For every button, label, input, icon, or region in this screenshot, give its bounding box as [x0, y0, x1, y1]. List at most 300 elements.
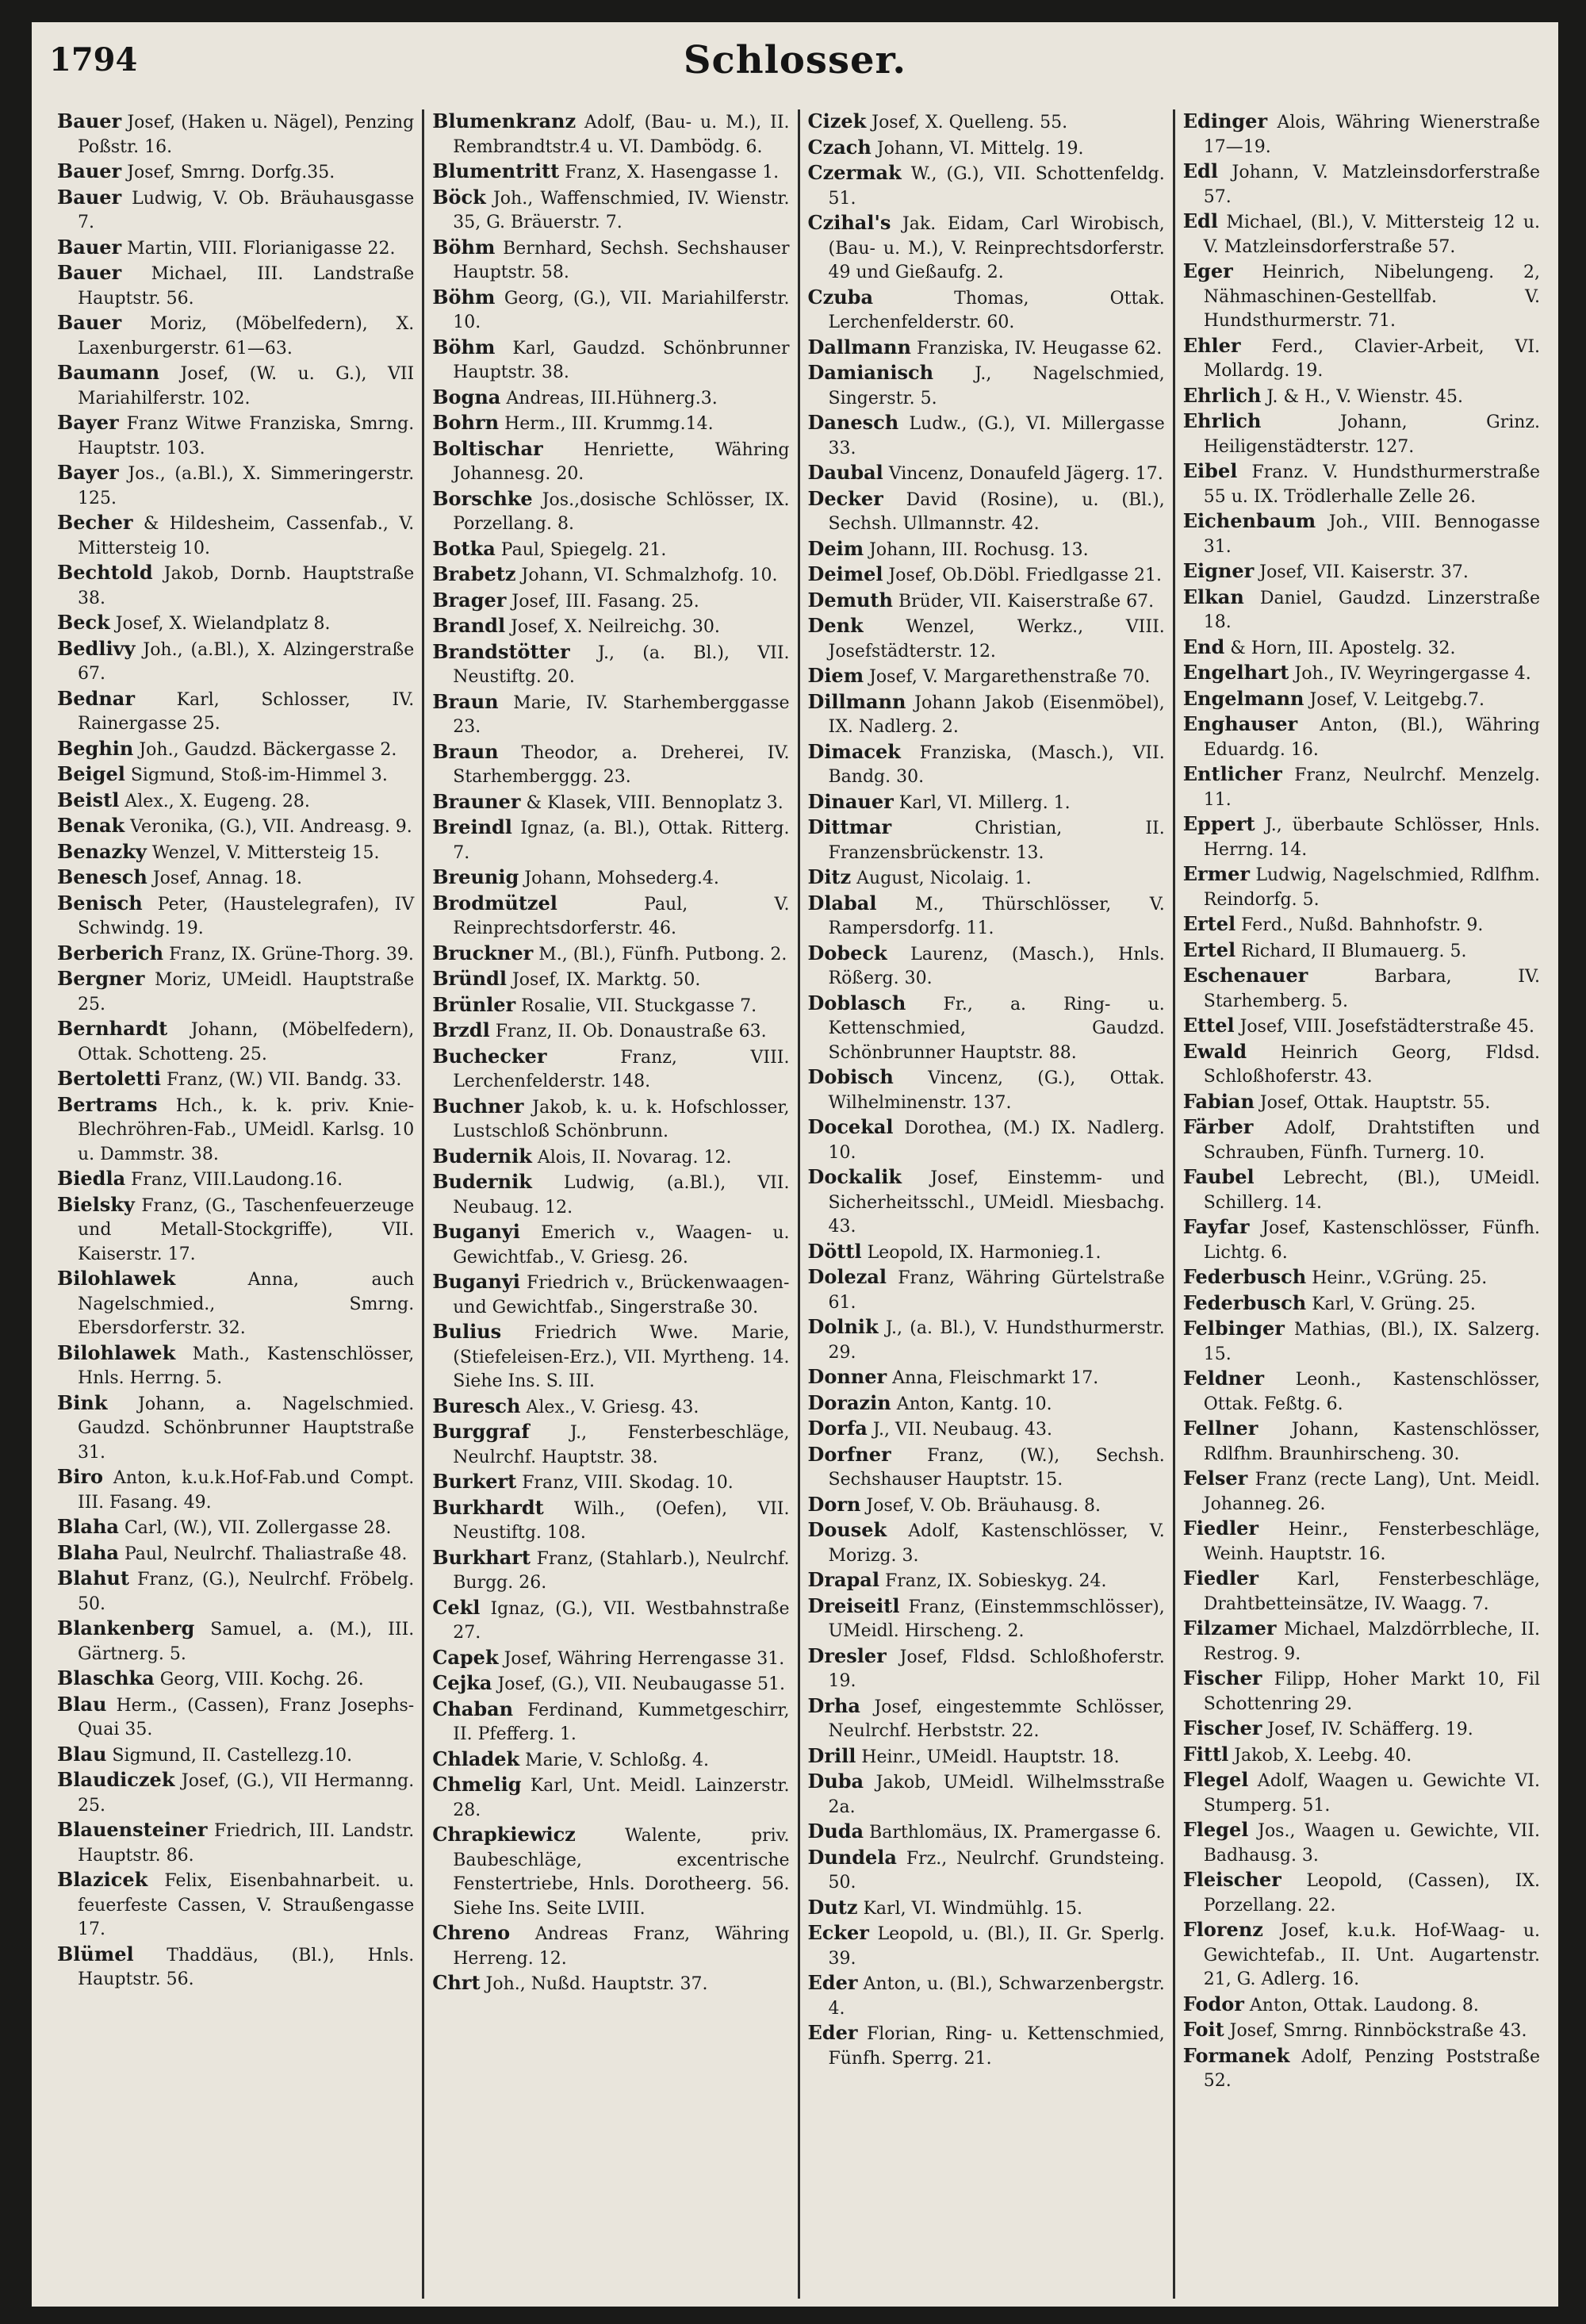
- directory-entry: [1183, 1291, 1540, 1317]
- directory-entry: [432, 614, 789, 640]
- entry-details: Alois, II. Novarag. 12.: [531, 1147, 732, 1168]
- entry-name: Burkhart: [432, 1545, 531, 1569]
- entry-details: Franz, (W.), Sechsh. Sechshauser Hauptstr. 15.: [828, 1445, 1165, 1490]
- directory-entry: [57, 1267, 414, 1341]
- directory-entry: [432, 562, 789, 589]
- column-4: [1173, 109, 1548, 2299]
- entry-details: Johann, III. Rochusg. 13.: [864, 539, 1089, 560]
- entry-name: Färber: [1182, 1115, 1254, 1138]
- entry-details: Jos., Waagen u. Gewichte, VII. Badhausg. 3.: [1203, 1821, 1540, 1866]
- entry-details: Wenzel, V. Mittersteig 15.: [146, 842, 380, 863]
- entry-details: Alois, Währing Wienerstraße 17—19.: [1203, 113, 1540, 157]
- entry-details: Marie, V. Schloßg. 4.: [519, 1750, 709, 1770]
- directory-entry: [57, 788, 414, 815]
- entry-details: August, Nicolaig. 1.: [851, 869, 1032, 888]
- directory-entry: [57, 1567, 414, 1616]
- directory-entry: [432, 1320, 789, 1394]
- entry-details: Josef, V. Ob. Bräuhausg. 8.: [860, 1495, 1101, 1516]
- directory-entry: [57, 1465, 414, 1515]
- entry-details: Barbara, IV. Starhemberg. 5.: [1203, 967, 1540, 1011]
- directory-entry: [432, 186, 789, 236]
- entry-details: Josef, eingestemmte Schlösser, Neulrchf. Herbststr. 22.: [828, 1697, 1165, 1741]
- entry-details: Bernhard, Sechsh. Sechshauser Hauptstr. 58.: [453, 238, 790, 282]
- directory-entry: [432, 815, 789, 865]
- entry-details: Heinrich Georg, Fldsd. Schloßhoferstr. 43.: [1203, 1042, 1540, 1087]
- entry-name: Beghin: [57, 736, 134, 760]
- entry-name: Blahut: [57, 1567, 129, 1590]
- entry-details: Franz, IX. Grüne-Thorg. 39.: [163, 944, 414, 964]
- entry-details: Franziska, IV. Heugasse 62.: [910, 338, 1163, 359]
- page-title: Schlosser.: [683, 38, 907, 82]
- directory-entry: [808, 286, 1165, 336]
- directory-entry: [57, 561, 414, 611]
- directory-entry: [808, 562, 1165, 589]
- entry-details: Ludwig, (a.Bl.), VII. Neubaug. 12.: [453, 1173, 790, 1218]
- directory-entry: [808, 1644, 1165, 1694]
- entry-name: Buchecker: [432, 1044, 547, 1068]
- entry-name: Dobisch: [807, 1065, 894, 1088]
- entry-name: Danesch: [807, 411, 899, 434]
- entry-name: Dobeck: [807, 941, 887, 964]
- entry-details: Alex., X. Eugeng. 28.: [119, 791, 310, 811]
- entry-name: Daubal: [807, 461, 883, 484]
- directory-entry: [432, 640, 789, 690]
- entry-name: Burggraf: [432, 1420, 530, 1443]
- entry-details: Josef, Smrng. Dorfg.35.: [121, 163, 335, 182]
- directory-entry: [432, 1270, 789, 1320]
- entry-name: Budernik: [432, 1170, 532, 1193]
- entry-details: Franz, VIII. Skodag. 10.: [516, 1473, 734, 1493]
- directory-entry: [57, 261, 414, 311]
- entry-details: Joh., IV. Weyringergasse 4.: [1289, 664, 1531, 684]
- directory-entry: [57, 1167, 414, 1193]
- entry-name: Fischer: [1182, 1716, 1262, 1739]
- directory-entry: [57, 1942, 414, 1992]
- entry-name: Berberich: [57, 941, 164, 964]
- entry-name: Doblasch: [807, 991, 906, 1014]
- directory-entry: [1183, 1265, 1540, 1291]
- entry-details: Josef, Smrng. Rinnböckstraße 43.: [1224, 2021, 1527, 2041]
- entry-name: Benisch: [57, 891, 143, 915]
- entry-details: Franz, (W.) VII. Bandg. 33.: [160, 1070, 402, 1090]
- directory-entry: [1183, 964, 1540, 1014]
- directory-entry: [432, 109, 789, 159]
- directory-entry: [432, 1095, 789, 1145]
- directory-entry: [432, 1546, 789, 1596]
- entry-name: Benak: [57, 814, 125, 837]
- entry-details: Georg, (G.), VII. Mariahilferstr. 10.: [453, 288, 790, 332]
- entry-name: Czihal's: [807, 211, 891, 234]
- entry-details: & Klasek, VIII. Bennoplatz 3.: [520, 792, 783, 813]
- directory-entry: [1183, 259, 1540, 334]
- entry-name: Czuba: [807, 285, 874, 309]
- entry-details: Anton, u. (Bl.), Schwarzenbergstr. 4.: [828, 1974, 1165, 2019]
- entry-details: Josef, Währing Herrengasse 31.: [498, 1648, 785, 1669]
- entry-name: Boltischar: [432, 436, 543, 460]
- entry-name: Damianisch: [807, 361, 934, 384]
- directory-entry: [808, 1971, 1165, 2021]
- directory-entry: [1183, 2044, 1540, 2094]
- directory-entry: [432, 1971, 789, 1997]
- directory-entry: [808, 211, 1165, 286]
- directory-entry: [1183, 1768, 1540, 1818]
- entry-details: Josef, (W. u. G.), VII Mariahilferstr. 102.: [78, 364, 415, 408]
- entry-details: Florian, Ring- u. Kettenschmied, Fünfh. Sperrg. 21.: [828, 2024, 1165, 2069]
- entry-details: Ignaz, (a. Bl.), Ottak. Ritterg. 7.: [453, 819, 790, 863]
- entry-details: Joh., (a.Bl.), X. Alzingerstraße 67.: [78, 639, 415, 684]
- entry-details: J., Fensterbeschläge, Neulrchf. Hauptstr. 38.: [453, 1423, 790, 1467]
- entry-name: Fellner: [1182, 1417, 1258, 1440]
- entry-name: Dolezal: [807, 1265, 887, 1288]
- entry-name: Federbusch: [1182, 1290, 1307, 1314]
- entry-name: Diem: [807, 664, 864, 687]
- entry-name: Blaschka: [57, 1666, 155, 1689]
- entry-details: Josef, Fldsd. Schloßhoferstr. 19.: [828, 1647, 1165, 1691]
- entry-details: J., (a. Bl.), VII. Neustiftg. 20.: [453, 642, 790, 687]
- directory-entry: [808, 1820, 1165, 1846]
- entry-details: Mathias, (Bl.), IX. Salzerg. 15.: [1203, 1320, 1540, 1364]
- entry-details: M., Thürschlösser, V. Rampersdorfg. 11.: [828, 894, 1165, 938]
- directory-entry: [808, 1770, 1165, 1820]
- entry-name: Ewald: [1182, 1039, 1247, 1063]
- entry-details: Johann, a. Nagelschmied. Gaudzd. Schönbrunner Hauptstraße 31.: [78, 1394, 415, 1463]
- directory-entry: [808, 740, 1165, 790]
- entry-name: Fiedler: [1182, 1567, 1258, 1590]
- entry-details: Franz, X. Hasengasse 1.: [559, 163, 780, 182]
- directory-entry: [57, 1541, 414, 1567]
- entry-name: Buganyi: [432, 1220, 520, 1243]
- entry-details: Heinr., V.Grüng. 25.: [1306, 1268, 1488, 1288]
- directory-entry: [57, 1391, 414, 1466]
- directory-entry: [432, 159, 789, 186]
- entry-name: Blumenkranz: [432, 109, 577, 132]
- entry-name: Denk: [807, 614, 864, 637]
- entry-details: M., (Bl.), Fünfh. Putbong. 2.: [533, 944, 787, 964]
- directory-entry: [1183, 1716, 1540, 1743]
- entry-details: Joh., VIII. Bennogasse 31.: [1203, 512, 1540, 557]
- entry-name: Eder: [807, 1971, 858, 1994]
- entry-details: Heinrich, Nibelungeng. 2, Nähmaschinen-Gestellfab. V. Hundsthurmerstr. 71.: [1203, 263, 1540, 331]
- directory-entry: [1183, 1868, 1540, 1918]
- entry-details: Josef, VII. Kaiserstr. 37.: [1254, 562, 1469, 582]
- entry-details: Josef, Ob.Döbl. Friedlgasse 21.: [883, 566, 1163, 585]
- entry-name: Dockalik: [807, 1165, 902, 1188]
- entry-details: Math., Kastenschlösser, Hnls. Herrng. 5.: [78, 1344, 415, 1388]
- directory-entry: [1183, 159, 1540, 209]
- entry-details: & Hildesheim, Cassenfab., V. Mittersteig 10.: [78, 514, 415, 558]
- directory-entry: [808, 1065, 1165, 1115]
- entry-details: Adolf, Drahtstiften und Schrauben, Fünfh. Turnerg. 10.: [1203, 1118, 1540, 1163]
- directory-entry: [808, 589, 1165, 615]
- entry-name: Bründl: [432, 967, 507, 990]
- entry-name: Böhm: [432, 335, 496, 359]
- directory-entry: [808, 1493, 1165, 1519]
- entry-details: Jakob, UMeidl. Wilhelmsstraße 2a.: [828, 1773, 1165, 1817]
- directory-entry: [432, 236, 789, 286]
- directory-entry: [57, 814, 414, 840]
- entry-name: Eibel: [1182, 459, 1238, 482]
- directory-entry: [808, 1594, 1165, 1644]
- directory-entry: [1183, 938, 1540, 964]
- directory-entry: [808, 1896, 1165, 1922]
- entry-name: Blauensteiner: [57, 1818, 208, 1841]
- entry-name: Baumann: [57, 361, 160, 384]
- entry-name: Deim: [807, 536, 864, 560]
- entry-name: Bergner: [57, 967, 145, 990]
- directory-entry: [432, 385, 789, 412]
- directory-entry: [432, 1823, 789, 1921]
- entry-name: Blaudiczek: [57, 1768, 175, 1791]
- entry-details: Johann, Grinz. Heiligenstädterstr. 127.: [1203, 412, 1540, 457]
- directory-entry: [1183, 2018, 1540, 2044]
- entry-name: Bink: [57, 1390, 108, 1414]
- entry-name: Fittl: [1182, 1742, 1229, 1766]
- directory-entry: [808, 892, 1165, 941]
- entry-name: Bayer: [57, 411, 119, 434]
- directory-entry: [808, 1568, 1165, 1594]
- entry-name: Federbusch: [1182, 1265, 1307, 1288]
- entry-name: Elkan: [1182, 585, 1244, 608]
- directory-entry: [432, 1773, 789, 1823]
- directory-entry: [57, 687, 414, 737]
- directory-page: [32, 22, 1558, 2307]
- entry-details: Johann, Mohsederg.4.: [519, 869, 719, 888]
- entry-name: Dimacek: [807, 739, 901, 763]
- entry-details: Franz, IX. Sobieskyg. 24.: [879, 1571, 1107, 1591]
- entry-details: Jos., (a.Bl.), X. Simmeringerstr. 125.: [78, 464, 415, 508]
- entry-details: J., Nagelschmied, Singerstr. 5.: [828, 364, 1165, 408]
- entry-details: Emerich v., Waagen- u. Gewichtfab., V. Griesg. 26.: [453, 1223, 790, 1267]
- entry-name: Bauer: [57, 311, 122, 334]
- entry-name: Blau: [57, 1692, 107, 1716]
- entry-details: Herm., (Cassen), Franz Josephs-Quai 35.: [78, 1695, 415, 1739]
- entry-name: Blau: [57, 1742, 107, 1766]
- entry-details: Josef, (G.), VII Hermanng. 25.: [78, 1771, 415, 1816]
- entry-name: Bechtold: [57, 561, 153, 584]
- entry-name: Brandl: [432, 614, 506, 637]
- directory-entry: [57, 1193, 414, 1267]
- entry-name: Dutz: [807, 1895, 858, 1919]
- directory-entry: [57, 892, 414, 941]
- entry-name: Blümel: [57, 1942, 134, 1965]
- directory-entry: [432, 1671, 789, 1697]
- entry-name: Ermer: [1182, 862, 1250, 885]
- directory-entry: [1183, 635, 1540, 662]
- directory-entry: [808, 1391, 1165, 1417]
- entry-name: Eichenbaum: [1182, 509, 1316, 532]
- entry-name: Bedlivy: [57, 636, 136, 660]
- entry-name: Braun: [432, 689, 499, 713]
- directory-entry: [57, 511, 414, 561]
- entry-details: Karl, VI. Windmühlg. 15.: [857, 1898, 1082, 1919]
- entry-details: Anton, Ottak. Laudong. 8.: [1243, 1995, 1479, 2015]
- directory-entry: [432, 1496, 789, 1546]
- entry-name: Becher: [57, 511, 133, 534]
- entry-name: Dundela: [807, 1845, 897, 1869]
- entry-details: Rosalie, VII. Stuckgasse 7.: [515, 995, 757, 1016]
- entry-name: Breindl: [432, 815, 512, 838]
- entry-name: Foit: [1182, 2018, 1224, 2041]
- entry-details: Thomas, Ottak. Lerchenfelderstr. 60.: [828, 288, 1165, 332]
- entry-details: Andreas Franz, Währing Herreng. 12.: [453, 1924, 790, 1969]
- directory-entry: [57, 967, 414, 1017]
- directory-entry: [1183, 1517, 1540, 1567]
- directory-entry: [1183, 712, 1540, 762]
- entry-name: Dorfa: [807, 1417, 868, 1440]
- entry-details: Josef, (G.), VII. Neubaugasse 51.: [492, 1674, 785, 1694]
- directory-entry: [57, 941, 414, 968]
- directory-entry: [57, 1093, 414, 1168]
- entry-details: Christian, II. Franzensbrückenstr. 13.: [828, 819, 1165, 863]
- directory-entry: [57, 1616, 414, 1666]
- entry-name: Florenz: [1182, 1918, 1263, 1941]
- entry-name: Ertel: [1182, 938, 1236, 961]
- entry-details: Walente, priv. Baubeschläge, excentrische Fenstertriebe, Hnls. Dorotheerg. 56. Siehe Ins. Seite LVIII.: [453, 1826, 790, 1919]
- directory-entry: [432, 487, 789, 537]
- entry-details: Vincenz, (G.), Ottak. Wilhelminenstr. 137.: [828, 1068, 1165, 1113]
- entry-details: Friedrich, III. Landstr. Hauptstr. 86.: [78, 1821, 415, 1866]
- entry-details: Ferdinand, Kummetgeschirr, II. Pfefferg. 1.: [453, 1700, 790, 1744]
- directory-entry: [432, 690, 789, 740]
- directory-entry: [1183, 1165, 1540, 1215]
- entry-details: Michael, Malzdörrbleche, II. Restrog. 9.: [1203, 1620, 1540, 1664]
- directory-entry: [808, 1115, 1165, 1165]
- entry-name: Flegel: [1182, 1818, 1249, 1841]
- entry-name: Breunig: [432, 865, 519, 888]
- entry-details: David (Rosine), u. (Bl.), Sechsh. Ullmannstr. 42.: [828, 489, 1165, 534]
- entry-name: Brabetz: [432, 562, 516, 585]
- entry-details: Leopold, (Cassen), IX. Porzellang. 22.: [1203, 1871, 1540, 1916]
- entry-name: Burkhardt: [432, 1495, 544, 1519]
- page-number: 1794: [49, 41, 138, 79]
- entry-name: Drill: [807, 1743, 856, 1767]
- directory-entry: [1183, 762, 1540, 812]
- entry-name: Dillmann: [807, 689, 906, 713]
- directory-entry: [57, 840, 414, 866]
- entry-name: Demuth: [807, 588, 893, 612]
- entry-name: Bertrams: [57, 1092, 158, 1116]
- entry-name: Dousek: [807, 1518, 887, 1541]
- entry-name: Bauer: [57, 261, 122, 284]
- entry-name: Edinger: [1182, 109, 1268, 132]
- entry-name: Buganyi: [432, 1270, 520, 1293]
- entry-details: J., überbaute Schlösser, Hnls. Herrng. 14.: [1203, 815, 1540, 860]
- entry-details: Josef, (Haken u. Nägel), Penzing Poßstr. 16.: [78, 113, 415, 157]
- entry-details: Franz (recte Lang), Unt. Meidl. Johanneg. 26.: [1203, 1470, 1540, 1514]
- entry-name: Ehler: [1182, 333, 1241, 357]
- directory-entry: [1183, 1666, 1540, 1716]
- directory-entry: [57, 1666, 414, 1693]
- entry-name: Buchner: [432, 1094, 524, 1118]
- entry-details: Friedrich Wwe. Marie, (Stiefeleisen-Erz.), VII. Myrtheng. 14. Siehe Ins. S. III.: [453, 1323, 790, 1391]
- entry-name: Cekl: [432, 1595, 481, 1619]
- directory-entry: [57, 1067, 414, 1093]
- entry-details: Josef, VIII. Josefstädterstraße 45.: [1234, 1017, 1534, 1037]
- entry-details: Moriz, UMeidl. Hauptstraße 25.: [78, 970, 415, 1014]
- entry-name: Borschke: [432, 486, 533, 510]
- entry-name: Böhm: [432, 285, 496, 309]
- directory-entry: [432, 1420, 789, 1470]
- entry-name: Edl: [1182, 159, 1218, 182]
- entry-details: Marie, IV. Starhemberggasse 23.: [453, 692, 790, 737]
- directory-entry: [808, 336, 1165, 362]
- entry-name: Chmelig: [432, 1773, 522, 1796]
- directory-entry: [1183, 585, 1540, 635]
- entry-details: Hch., k. k. priv. Knie-Blechröhren-Fab., UMeidl. Karlsg. 10 u. Dammstr. 38.: [78, 1095, 415, 1164]
- entry-details: Frz., Neulrchf. Grundsteing. 50.: [828, 1848, 1165, 1893]
- directory-entry: [808, 361, 1165, 411]
- entry-details: Carl, (W.), VII. Zollergasse 28.: [118, 1518, 392, 1538]
- directory-entry: [57, 865, 414, 892]
- entry-name: Entlicher: [1182, 762, 1282, 785]
- directory-entry: [808, 815, 1165, 865]
- entry-name: Chladek: [432, 1747, 520, 1770]
- directory-entry: [57, 109, 414, 159]
- entry-details: Johann, Kastenschlösser, Rdlfhm. Braunhirscheng. 30.: [1203, 1420, 1540, 1464]
- directory-entry: [808, 461, 1165, 487]
- entry-name: Bogna: [432, 385, 501, 408]
- directory-entry: [1183, 384, 1540, 410]
- entry-name: Eppert: [1182, 812, 1255, 835]
- directory-entry: [57, 461, 414, 511]
- entry-details: Sigmund, Stoß-im-Himmel 3.: [125, 765, 388, 785]
- entry-details: Herm., III. Krummg.14.: [499, 414, 714, 434]
- entry-name: Ditz: [807, 865, 852, 888]
- entry-details: Josef, Einstemm- und Sicherheitsschl., UMeidl. Miesbachg. 43.: [828, 1168, 1165, 1237]
- entry-details: Johann Jakob (Eisenmöbel), IX. Nadlerg. 2.: [828, 692, 1165, 737]
- entry-name: Botka: [432, 536, 496, 560]
- directory-entry: [808, 1443, 1165, 1493]
- entry-name: Dlabal: [807, 891, 877, 915]
- entry-details: Franz, (G., Taschenfeuerzeuge und Metall-Stockgriffe), VII. Kaiserstr. 17.: [78, 1195, 415, 1264]
- entry-details: Peter, (Haustelegrafen), IV Schwindg. 19.: [78, 894, 415, 938]
- entry-details: Friedrich v., Brückenwaagen- und Gewichtfab., Singerstraße 30.: [453, 1273, 790, 1317]
- entry-name: Bielsky: [57, 1192, 135, 1216]
- entry-name: Blazicek: [57, 1868, 148, 1891]
- entry-name: Eigner: [1182, 559, 1255, 582]
- directory-entry: [1183, 334, 1540, 384]
- entry-details: Ferd., Clavier-Arbeit, VI. Mollardg. 19.: [1203, 336, 1540, 381]
- entry-name: Bohrn: [432, 411, 500, 434]
- entry-details: J., (a. Bl.), V. Hundsthurmerstr. 29.: [828, 1318, 1165, 1363]
- directory-entry: [1183, 409, 1540, 459]
- entry-details: Jakob, Dornb. Hauptstraße 38.: [78, 564, 415, 608]
- entry-name: Edl: [1182, 209, 1218, 232]
- directory-entry: [432, 740, 789, 790]
- entry-name: Bayer: [57, 461, 119, 484]
- entry-details: J., VII. Neubaug. 43.: [867, 1420, 1053, 1440]
- entry-details: Paul, V. Reinprechtsdorferstr. 46.: [453, 894, 790, 938]
- directory-entry: [432, 1697, 789, 1747]
- entry-details: Karl, Schlosser, IV. Rainergasse 25.: [78, 689, 415, 734]
- entry-name: Burkert: [432, 1470, 517, 1493]
- entry-name: Eder: [807, 2021, 858, 2044]
- entry-name: Fischer: [1182, 1666, 1262, 1689]
- directory-entry: [808, 790, 1165, 816]
- entry-details: Andreas, III.Hühnerg.3.: [500, 388, 718, 408]
- entry-details: Daniel, Gaudzd. Linzerstraße 18.: [1203, 588, 1540, 632]
- entry-details: Richard, II Blumauerg. 5.: [1235, 941, 1467, 961]
- entry-details: Josef, V. Leitgebg.7.: [1304, 689, 1485, 710]
- entry-details: Fr., a. Ring- u. Kettenschmied, Gaudzd. Schönbrunner Hauptstr. 88.: [828, 994, 1165, 1063]
- directory-entry: [57, 611, 414, 637]
- entry-details: Theodor, a. Dreherei, IV. Starhemberggg. 23.: [453, 742, 790, 787]
- entry-name: Eschenauer: [1182, 964, 1308, 987]
- directory-entry: [57, 1818, 414, 1868]
- entry-name: Chrapkiewicz: [432, 1823, 576, 1846]
- directory-entry: [432, 993, 789, 1019]
- directory-entry: [808, 487, 1165, 537]
